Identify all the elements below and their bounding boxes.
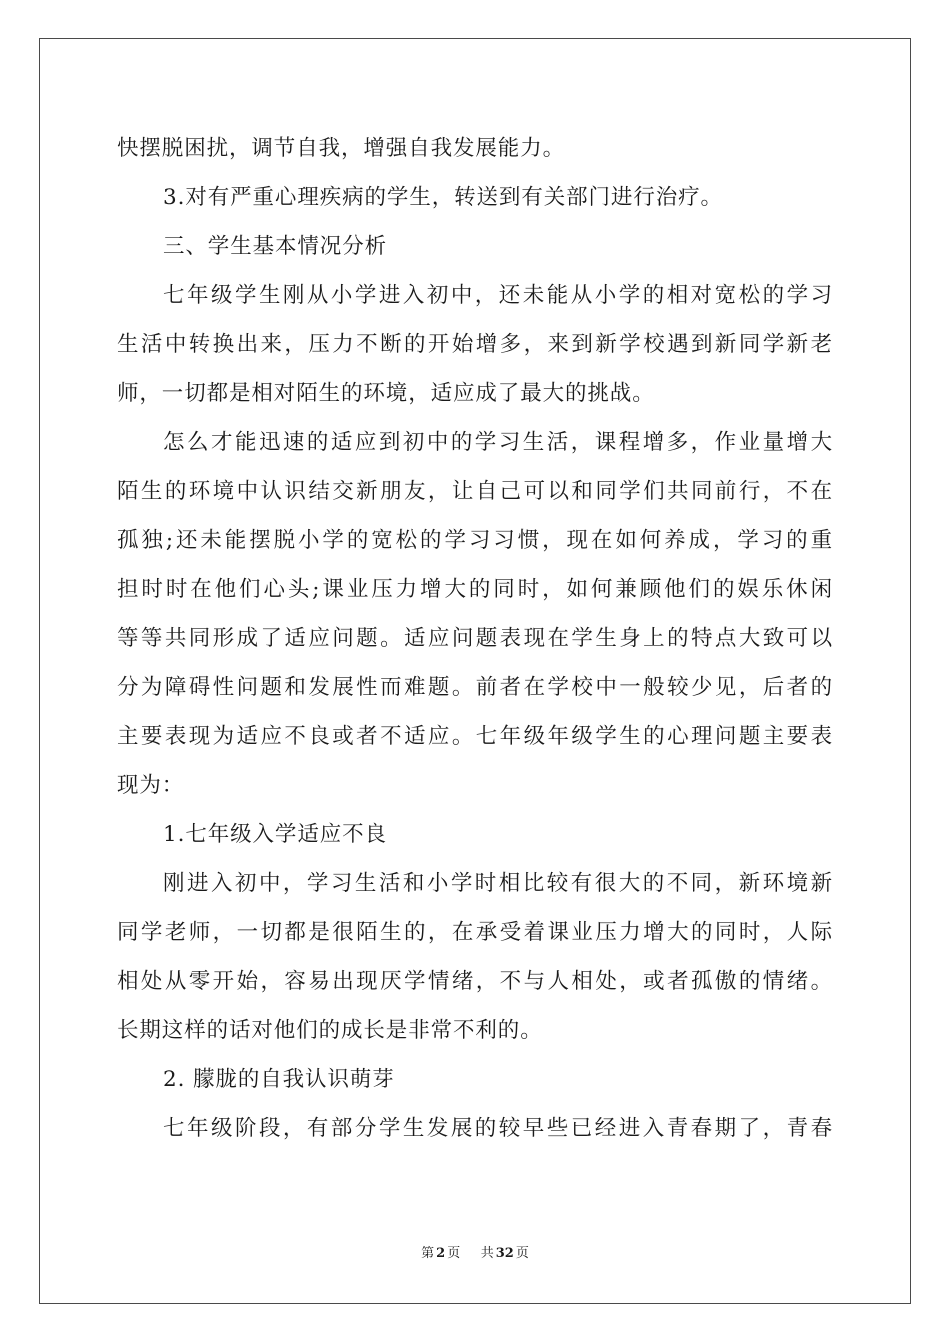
total-suffix: 页 (515, 1246, 529, 1261)
paragraph-line: 七年级阶段，有部分学生发展的较早些已经进入青春期了，青春 (163, 1116, 833, 1141)
paragraph-line: 陌生的环境中认识结交新朋友，让自己可以和同学们共同前行，不在 (117, 479, 833, 504)
list-item: 2. 朦胧的自我认识萌芽 (163, 1067, 395, 1092)
total-prefix: 共 (480, 1246, 494, 1261)
page-prefix: 第 (421, 1246, 435, 1261)
list-item: 1.七年级入学适应不良 (163, 822, 387, 847)
text-line: 快摆脱困扰，调节自我，增强自我发展能力。 (117, 136, 566, 161)
paragraph-line: 现为： (117, 773, 185, 798)
list-item: 3.对有严重心理疾病的学生，转送到有关部门进行治疗。 (163, 185, 723, 210)
paragraph-line: 相处从零开始，容易出现厌学情绪，不与人相处，或者孤傲的情绪。 (117, 969, 833, 994)
page-number: 2 (436, 1246, 446, 1261)
paragraph-line: 长期这样的话对他们的成长是非常不利的。 (117, 1018, 543, 1043)
paragraph-line: 主要表现为适应不良或者不适应。七年级年级学生的心理问题主要表 (117, 724, 833, 749)
paragraph-line: 担时时在他们心头;课业压力增大的同时，如何兼顾他们的娱乐休闲 (117, 577, 833, 602)
paragraph-line: 等等共同形成了适应问题。适应问题表现在学生身上的特点大致可以 (117, 626, 833, 651)
document-body (117, 124, 833, 1153)
paragraph-line: 分为障碍性问题和发展性而难题。前者在学校中一般较少见，后者的 (117, 675, 833, 700)
paragraph-line: 刚进入初中，学习生活和小学时相比较有很大的不同，新环境新 (163, 871, 833, 896)
paragraph-line: 孤独;还未能摆脱小学的宽松的学习习惯，现在如何养成，学习的重 (117, 528, 833, 553)
paragraph-line: 师，一切都是相对陌生的环境，适应成了最大的挑战。 (117, 381, 655, 406)
paragraph-line: 怎么才能迅速的适应到初中的学习生活，课程增多，作业量增大 (163, 430, 833, 455)
page-footer (0, 1242, 950, 1261)
paragraph-line: 七年级学生刚从小学进入初中，还未能从小学的相对宽松的学习 (163, 283, 833, 308)
section-heading: 三、学生基本情况分析 (163, 234, 388, 259)
total-pages: 32 (495, 1246, 514, 1261)
paragraph-line: 生活中转换出来，压力不断的开始增多，来到新学校遇到新同学新老 (117, 332, 833, 357)
paragraph-line: 同学老师，一切都是很陌生的，在承受着课业压力增大的同时，人际 (117, 920, 833, 945)
page-suffix: 页 (447, 1246, 461, 1261)
